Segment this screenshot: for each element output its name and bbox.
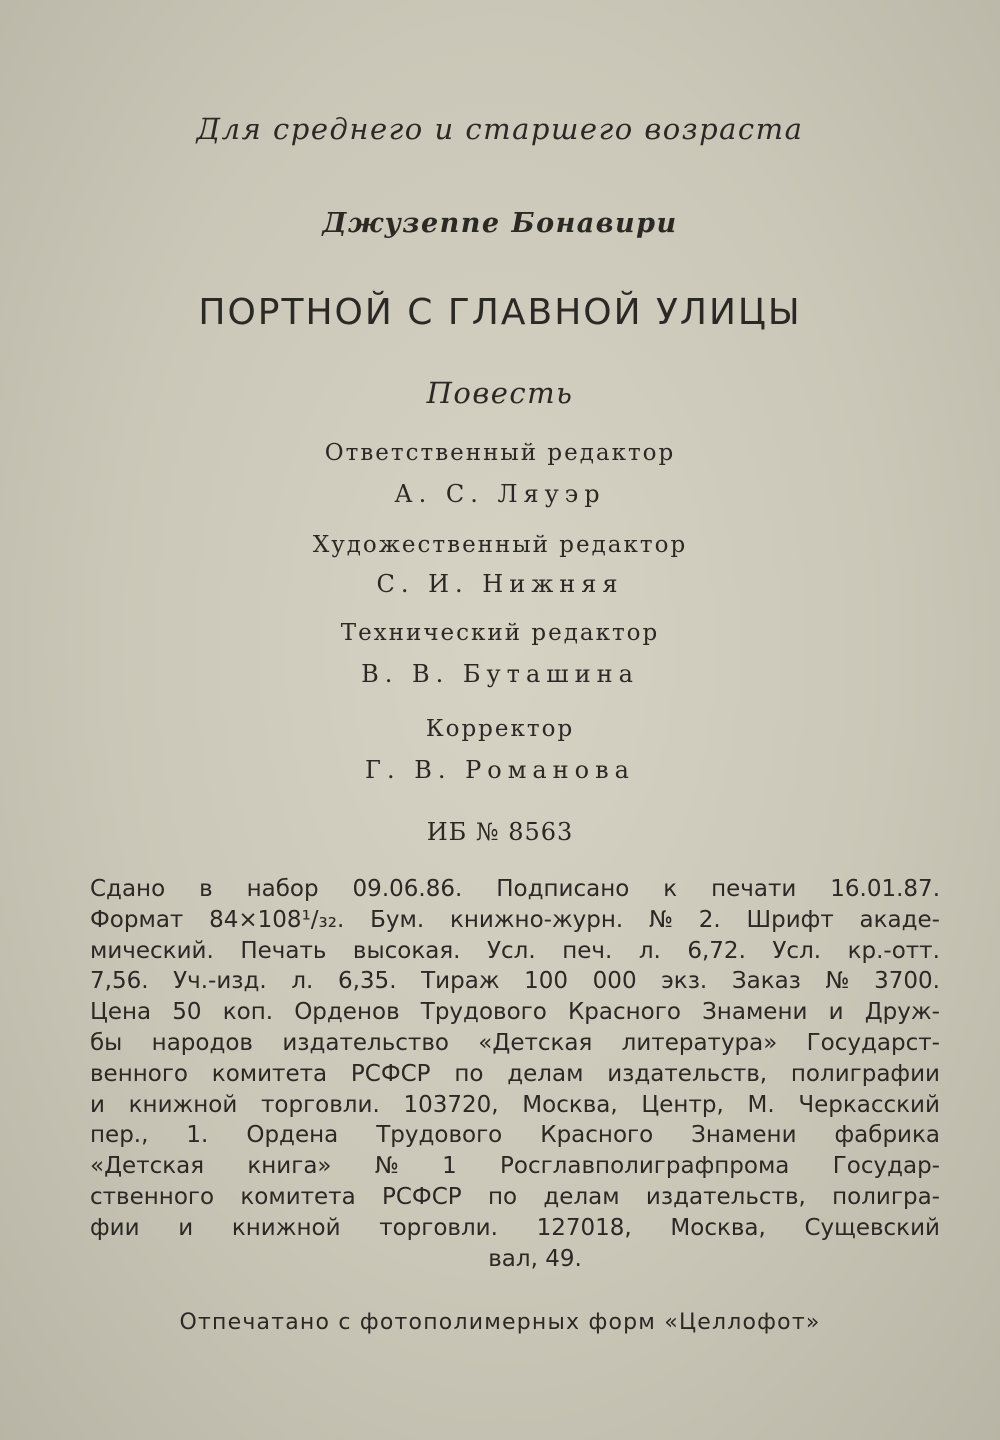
imprint-word: комитета	[240, 1183, 356, 1210]
imprint-word: Москва,	[670, 1214, 766, 1241]
credit-role-art-editor: Художественный редактор	[312, 532, 688, 558]
credit-role-editor: Ответственный редактор	[324, 440, 676, 466]
imprint-word: и	[178, 1214, 194, 1241]
imprint-word: Цена	[90, 999, 152, 1026]
imprint-word: Шрифт	[746, 906, 834, 933]
imprint-word: бы	[90, 1029, 123, 1056]
imprint-word: Трудового	[420, 999, 547, 1026]
imprint-word: высокая.	[352, 937, 461, 964]
imprint-word: РСФСР	[350, 1060, 431, 1087]
imprint-word: полиграфии	[790, 1060, 940, 1087]
imprint-word: Подписано	[496, 876, 630, 902]
imprint-word: Сдано	[90, 876, 166, 902]
imprint-word: 1.	[186, 1122, 209, 1149]
imprint-word: акаде-	[859, 906, 940, 933]
imprint-word: 7,56.	[90, 968, 149, 995]
imprint-word: к	[663, 876, 678, 902]
imprint-word: и	[90, 1091, 105, 1118]
imprint-word: Москва,	[522, 1091, 618, 1118]
imprint-word: л.	[291, 968, 314, 995]
imprint-word: Ордена	[246, 1122, 339, 1149]
ib-number: ИБ № 8563	[426, 818, 574, 846]
imprint-word: Знамени	[691, 1122, 797, 1149]
imprint-word: 09.06.86.	[352, 876, 463, 902]
imprint-word: Государ-	[832, 1153, 940, 1180]
printed-note: Отпечатано с фотополимерных форм «Целлофот»	[179, 1310, 821, 1335]
credit-role-tech-editor: Технический редактор	[340, 620, 660, 646]
imprint-line	[90, 874, 940, 905]
audience-line: Для среднего и старшего возраста	[196, 112, 804, 146]
imprint-line	[90, 936, 940, 967]
imprint-word: Черкасский	[798, 1091, 940, 1118]
imprint-word: по	[487, 1183, 518, 1210]
imprint-word: Центр,	[641, 1091, 724, 1118]
imprint-word: РСФСР	[382, 1183, 462, 1210]
imprint-word: фабрика	[834, 1122, 940, 1149]
credit-role-proofreader: Корректор	[425, 716, 575, 742]
imprint-word: л.	[638, 937, 661, 964]
imprint-word: комитета	[211, 1060, 328, 1087]
imprint-word: 000	[592, 968, 637, 995]
imprint-word: Красного	[540, 1122, 654, 1149]
credit-person-editor: А. С. Ляуэр	[394, 480, 606, 508]
imprint-word: пер.,	[90, 1122, 149, 1149]
imprint-word: 127018,	[536, 1214, 632, 1241]
imprint-word: М.	[747, 1091, 775, 1118]
imprint-line	[90, 966, 940, 997]
imprint-word: Друж-	[864, 999, 940, 1026]
imprint-word: печ.	[562, 937, 613, 964]
imprint-last-line: вал, 49.	[488, 1245, 582, 1272]
imprint-word: в	[199, 876, 213, 902]
imprint-word: издательство	[282, 1029, 449, 1056]
book-title: ПОРТНОЙ С ГЛАВНОЙ УЛИЦЫ	[198, 292, 802, 333]
imprint-word: полигра-	[832, 1183, 940, 1210]
imprint-word: литература»	[621, 1029, 778, 1056]
imprint-word: Сущевский	[804, 1214, 940, 1241]
imprint-word: Заказ	[731, 968, 801, 995]
imprint-word: книжной	[231, 1214, 341, 1241]
imprint-word: Росглавполиграфпрома	[500, 1153, 790, 1180]
imprint-word: фии	[90, 1214, 140, 1241]
imprint-word: Формат	[90, 906, 184, 933]
imprint-word: делам	[507, 1060, 584, 1087]
imprint-line	[90, 905, 940, 936]
imprint-word: 3700.	[874, 968, 940, 995]
imprint-word: мический.	[90, 937, 214, 964]
imprint-word: издательств,	[645, 1183, 806, 1210]
imprint-word: делам	[543, 1183, 620, 1210]
imprint-word: Уч.-изд.	[173, 968, 267, 995]
imprint-word: 6,72.	[687, 937, 746, 964]
imprint-word: Бум.	[370, 906, 425, 933]
imprint-word: 50	[172, 999, 202, 1026]
imprint-word: кр.-отт.	[847, 937, 940, 964]
imprint-line	[90, 1059, 940, 1090]
imprint-word: по	[454, 1060, 484, 1087]
imprint-word: издательств,	[607, 1060, 768, 1087]
imprint-word: торговли.	[379, 1214, 498, 1241]
imprint-word: Печать	[240, 937, 327, 964]
imprint-line	[90, 1182, 940, 1213]
imprint-block	[90, 874, 940, 1274]
imprint-word: Государст-	[806, 1029, 940, 1056]
imprint-word: народов	[151, 1029, 253, 1056]
imprint-word: 16.01.87.	[830, 876, 940, 902]
imprint-line	[90, 997, 940, 1028]
author-name: Джузеппе Бонавири	[322, 208, 678, 239]
imprint-word: Орденов	[294, 999, 400, 1026]
imprint-word: торговли.	[261, 1091, 380, 1118]
imprint-word: книга»	[247, 1153, 332, 1180]
imprint-word: печати	[711, 876, 797, 902]
imprint-word: Трудового	[376, 1122, 503, 1149]
imprint-word: Красного	[567, 999, 681, 1026]
imprint-word: набор	[246, 876, 319, 902]
credit-person-proofreader: Г. В. Романова	[365, 756, 635, 784]
imprint-line	[90, 1090, 940, 1121]
imprint-word: 1	[442, 1153, 457, 1180]
imprint-word: 103720,	[403, 1091, 499, 1118]
imprint-word: экз.	[661, 968, 708, 995]
imprint-word: коп.	[222, 999, 274, 1026]
imprint-line	[90, 1120, 940, 1151]
imprint-word: венного	[90, 1060, 189, 1087]
imprint-word: ственного	[90, 1183, 215, 1210]
imprint-word: №	[649, 906, 673, 933]
imprint-line	[90, 1151, 940, 1182]
imprint-word: книжной	[128, 1091, 238, 1118]
imprint-word: №	[825, 968, 850, 995]
imprint-word: 84×108¹/₃₂.	[209, 906, 345, 933]
imprint-word: «Детская	[90, 1153, 205, 1180]
imprint-line	[90, 1213, 940, 1244]
credit-person-tech-editor: В. В. Буташина	[361, 660, 639, 688]
imprint-word: и	[828, 999, 844, 1026]
imprint-word: 2.	[698, 906, 721, 933]
imprint-line	[90, 1028, 940, 1059]
imprint-word: книжно-журн.	[449, 906, 624, 933]
imprint-word: 6,35.	[337, 968, 397, 995]
imprint-word: Усл.	[772, 937, 822, 964]
credit-person-art-editor: С. И. Нижняя	[376, 570, 624, 598]
imprint-word: №	[374, 1153, 399, 1180]
imprint-word: Тираж	[421, 968, 500, 995]
imprint-word: «Детская	[478, 1029, 593, 1056]
imprint-word: Знамени	[702, 999, 808, 1026]
imprint-word: 100	[524, 968, 569, 995]
genre-label: Повесть	[426, 376, 574, 410]
imprint-word: Усл.	[487, 937, 536, 964]
